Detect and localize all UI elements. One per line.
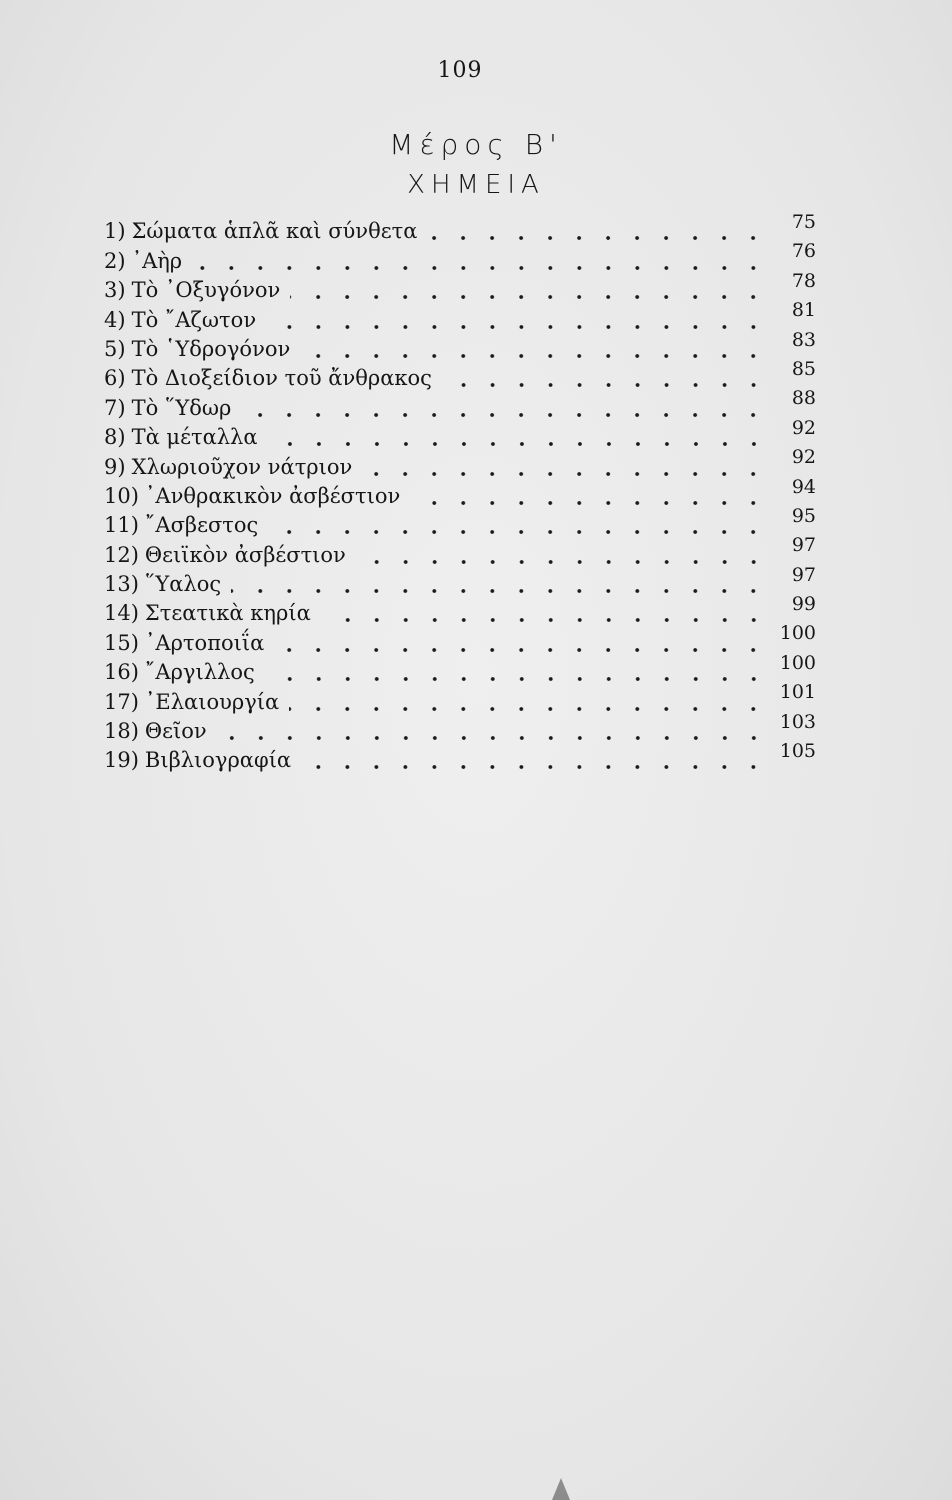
- toc-entry: [104, 624, 824, 653]
- toc-entry: [104, 595, 824, 624]
- toc-entry-number: 18): [104, 719, 139, 744]
- toc-entry-number: 13): [104, 572, 139, 597]
- section-title: ΧΗΜΕΙΑ: [407, 170, 545, 200]
- toc-entry-page: 75: [791, 211, 816, 233]
- toc-entry-label: Τὸ ᾿Οξυγόνον: [131, 278, 281, 303]
- toc-entry: [104, 301, 824, 330]
- toc-entry-number: 8): [104, 425, 126, 450]
- toc-entry-page: 100: [779, 622, 816, 645]
- toc-entry-number: 3): [104, 278, 126, 303]
- toc-entry-page: 78: [791, 269, 816, 292]
- toc-entry-number: 5): [104, 336, 126, 361]
- toc-entry: [104, 683, 824, 712]
- toc-entry: [104, 242, 824, 271]
- toc-entry-number: 15): [104, 630, 139, 655]
- dot-leader: [241, 399, 768, 419]
- toc-entry-label: ῎Ασβεστος: [144, 513, 259, 538]
- toc-entry-label: Βιβλιογραφία: [144, 748, 292, 773]
- dot-leader: [268, 428, 768, 448]
- toc-entry-number: 1): [104, 219, 126, 244]
- toc-entry-label: Τὸ ῾Υδρογόνον: [131, 336, 291, 361]
- dot-leader: [301, 751, 768, 771]
- toc-entry-label: Σώματα ἁπλᾶ καὶ σύνθετα: [131, 219, 418, 244]
- toc-entry: [104, 357, 824, 391]
- toc-entry-page: 97: [791, 534, 816, 557]
- toc-entry-number: 4): [104, 307, 126, 332]
- dot-leader: [268, 516, 768, 536]
- toc-entry: [104, 328, 824, 361]
- dot-leader: [356, 546, 768, 566]
- toc-entry-page: 94: [791, 475, 816, 498]
- dot-leader: [266, 311, 768, 331]
- toc-entry-number: 2): [104, 248, 126, 273]
- dot-leader: [300, 340, 768, 360]
- table-of-contents: [104, 213, 824, 771]
- toc-entry-page: 92: [791, 416, 816, 439]
- toc-entry-label: ᾿Ανθρακικὸν ἀσβέστιον: [144, 483, 401, 508]
- toc-entry: [104, 269, 824, 303]
- toc-entry-page: 99: [791, 593, 816, 616]
- toc-entry-label: ῎Αργιλλος: [144, 660, 255, 685]
- toc-entry-page: 85: [791, 357, 816, 380]
- toc-entry-label: Θειϊκὸν ἀσβέστιον: [144, 542, 346, 567]
- toc-entry-label: ῞Υαλος: [144, 572, 222, 597]
- dot-leader: [427, 222, 768, 242]
- toc-entry-label: Στεατικὰ κηρία: [144, 601, 311, 626]
- print-speck: [552, 1478, 570, 1500]
- toc-entry: [104, 416, 824, 450]
- dot-leader: [362, 458, 768, 478]
- toc-entry-label: Τὸ Διοξείδιον τοῦ ἄνθρακος: [131, 366, 432, 391]
- toc-entry-page: 95: [791, 504, 816, 527]
- toc-entry-label: Θεῖον: [144, 719, 207, 744]
- toc-entry-number: 9): [104, 454, 126, 479]
- toc-entry: [104, 213, 824, 242]
- toc-entry-label: ᾿Αρτοποιΐα: [144, 630, 265, 655]
- dot-leader: [265, 663, 768, 683]
- dot-leader: [289, 693, 768, 713]
- toc-entry-label: ᾿Αὴρ: [131, 248, 183, 273]
- toc-entry-page: 92: [791, 446, 816, 469]
- dot-leader: [321, 604, 768, 624]
- toc-entry-number: 6): [104, 366, 126, 391]
- toc-entry: [104, 563, 824, 597]
- dot-leader: [231, 575, 768, 595]
- toc-entry-number: 12): [104, 542, 139, 567]
- toc-entry-page: 97: [791, 563, 816, 586]
- dot-leader: [442, 369, 768, 389]
- toc-entry: [104, 475, 824, 508]
- toc-entry-number: 19): [104, 748, 139, 773]
- toc-entry-page: 101: [779, 681, 816, 704]
- toc-entry-page: 88: [791, 387, 816, 410]
- toc-entry: [104, 504, 824, 538]
- toc-entry-label: Τὰ μέταλλα: [131, 425, 258, 450]
- toc-entry-label: Χλωριοῦχον νάτριον: [131, 454, 353, 479]
- page-number: 109: [437, 58, 483, 83]
- toc-entry-number: 14): [104, 601, 139, 626]
- toc-entry: [104, 651, 824, 685]
- toc-entry-number: 7): [104, 395, 126, 420]
- toc-entry-number: 16): [104, 660, 139, 685]
- toc-entry-label: Τὸ ῎Αζωτον: [131, 307, 257, 332]
- toc-entry-label: ᾿Ελαιουργία: [144, 689, 280, 714]
- dot-leader: [192, 252, 768, 272]
- toc-entry-label: Τὸ ῞Υδωρ: [131, 395, 232, 420]
- toc-entry-page: 105: [779, 740, 816, 763]
- toc-entry: [104, 536, 824, 565]
- toc-entry-page: 81: [791, 299, 816, 322]
- toc-entry-number: 11): [104, 513, 139, 538]
- part-title: Μέρος Β': [389, 128, 563, 161]
- toc-entry-page: 100: [779, 651, 816, 674]
- toc-entry: [104, 448, 824, 477]
- dot-leader: [274, 634, 768, 654]
- dot-leader: [410, 487, 768, 507]
- toc-entry-page: 103: [779, 710, 816, 733]
- toc-entry-number: 10): [104, 483, 139, 508]
- toc-entry: [104, 742, 824, 771]
- toc-entry-page: 76: [791, 240, 816, 263]
- toc-entry-number: 17): [104, 689, 139, 714]
- toc-entry: [104, 389, 824, 418]
- dot-leader: [217, 722, 768, 742]
- toc-entry-page: 83: [791, 328, 816, 351]
- toc-entry: [104, 710, 824, 744]
- dot-leader: [290, 281, 768, 301]
